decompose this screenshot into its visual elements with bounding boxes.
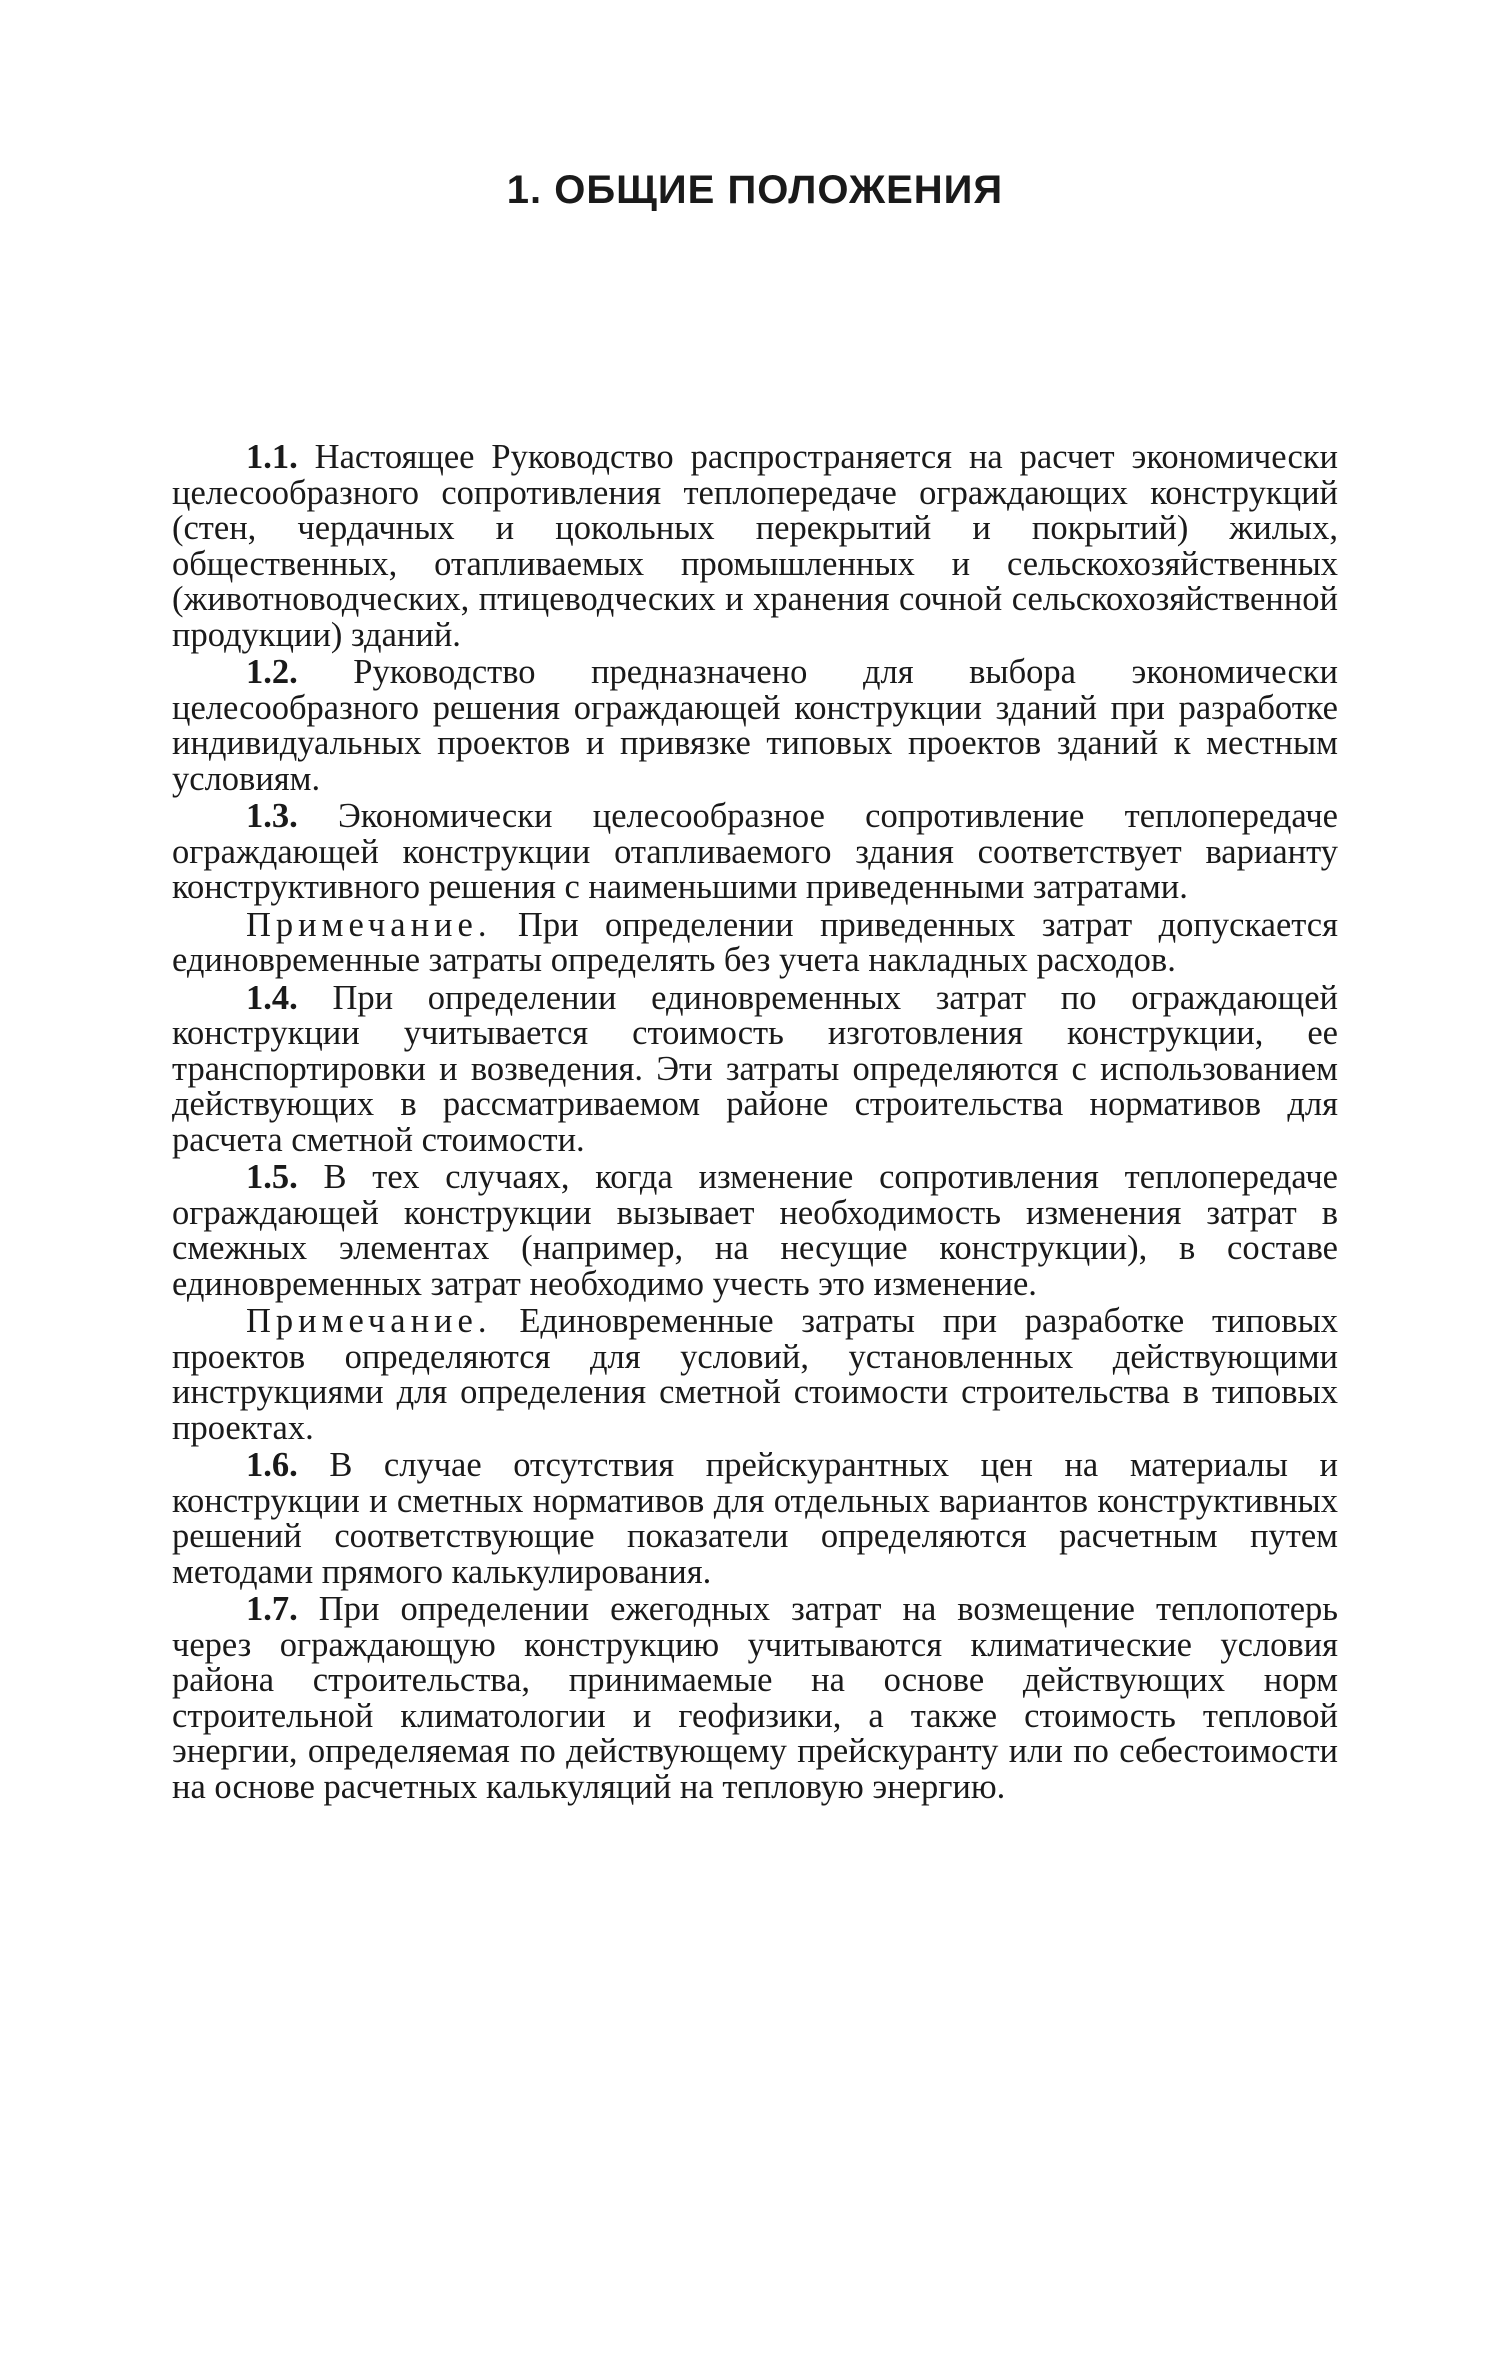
section-title: 1. ОБЩИЕ ПОЛОЖЕНИЯ: [506, 168, 1004, 212]
paragraph-text: Руководство предназначено для выбора экономически целесообразного решения ограждающей конструкции зданий при разработке индивидуальных проектов и привязке типовых проектов зданий к местным условиям.: [172, 653, 1338, 798]
note-label: Примечание.: [246, 1302, 492, 1340]
paragraph-number: 1.1.: [246, 438, 298, 476]
paragraph-text: При определении единовременных затрат по ограждающей конструкции учитывается стоимость изготовления конструкции, ее транспортировки и возведения. Эти затраты определяются с использованием действующих в рассматриваемом районе строительства нормативов для расчета сметной стоимости.: [172, 978, 1338, 1159]
paragraph-number: 1.5.: [246, 1158, 298, 1196]
note-text: Единовременные затраты при разработке типовых проектов определяются для условий, установленных действующими инструкциями для определения сметной стоимости строительства в типовых проектах.: [172, 1302, 1338, 1447]
paragraph-1-4: [172, 978, 1338, 1159]
note-label: Примечание.: [246, 905, 492, 944]
section-body: [172, 440, 1338, 1807]
paragraph-text: Настоящее Руководство распространяется на расчет экономически целесообразного сопротивления теплопередаче ограждающих конструкций (стен, чердачных и цокольных перекрытий и покрытий) жилых, общественных, отапливаемых промышленных и сельскохозяйственных (животноводческих, птицеводческих и хранения сочной сельскохозяйственной продукции) зданий.: [172, 438, 1338, 654]
paragraph-1-7: [172, 1592, 1338, 1805]
paragraph-number: 1.7.: [246, 1590, 298, 1628]
paragraph-1-3: [172, 799, 1338, 906]
paragraph-text: Экономически целесообразное сопротивление теплопередаче ограждающей конструкции отапливаемого здания соответствует варианту конструктивного решения с наименьшими приведенными затратами.: [172, 797, 1338, 906]
paragraph-number: 1.2.: [246, 653, 298, 691]
paragraph-number: 1.3.: [246, 797, 298, 835]
paragraph-1-1: [172, 440, 1338, 653]
paragraph-text: В тех случаях, когда изменение сопротивления теплопередаче ограждающей конструкции вызывает необходимость изменения затрат в смежных элементах (например, на несущие конструкции), в составе единовременных затрат необходимо учесть это изменение.: [172, 1158, 1338, 1303]
paragraph-text: При определении ежегодных затрат на возмещение теплопотерь через ограждающую конструкцию учитываются климатические условия района строительства, принимаемые на основе действующих норм строительной климатологии и геофизики, а также стоимость тепловой энергии, определяемая по действующему прейскуранту или по себестоимости на основе расчетных калькуляций на тепловую энергию.: [172, 1590, 1338, 1806]
note-text: При определении приведенных затрат допускается единовременные затраты определять без учета накладных расходов.: [172, 905, 1338, 979]
paragraph-number: 1.4.: [246, 978, 298, 1017]
paragraph-text: В случае отсутствия прейскурантных цен на материалы и конструкции и сметных нормативов для отдельных вариантов конструктивных решений соответствующие показатели определяются расчетным путем методами прямого калькулирования.: [172, 1446, 1338, 1591]
note-2: [172, 1304, 1338, 1446]
paragraph-number: 1.6.: [246, 1446, 298, 1484]
note-1: [172, 905, 1338, 979]
paragraph-1-2: [172, 655, 1338, 797]
paragraph-1-5: [172, 1160, 1338, 1302]
paragraph-1-6: [172, 1448, 1338, 1590]
